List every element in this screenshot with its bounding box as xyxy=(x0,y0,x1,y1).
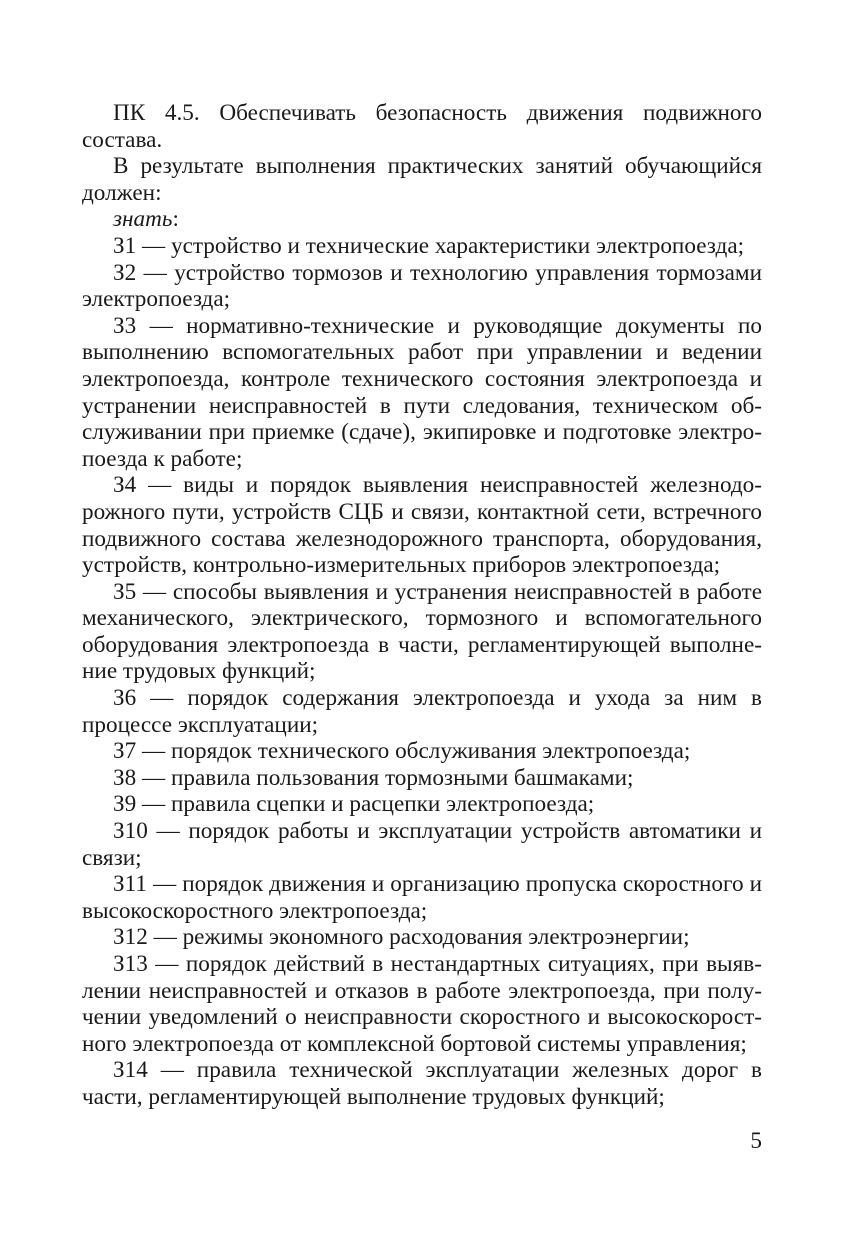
paragraph-z7: З7 — порядок технического обслуживания электропоезда; xyxy=(113,738,691,765)
paragraph-z12: З12 — режимы экономного расходования электроэнергии; xyxy=(113,924,690,951)
paragraph-z6: З6 — порядок содержания электропоезда и ухода за ним в процессе эксплуатации; xyxy=(82,685,762,738)
paragraph-z8: З8 — правила пользования тормозными башмаками; xyxy=(113,764,634,791)
paragraph-z2: З2 — устройство тормозов и технологию управления тормозами электропоезда; xyxy=(82,259,762,313)
paragraph-z3: З3 — нормативно-технические и руководящие документы по выполнению вспомогательных работ при управлении и ведении электропоезда, контроле технического состояния электропоезда и устранении неисправностей в пути следования, техническом обслуживании при приемке (сдаче), экипировке и подготовке электропоезда к работе; xyxy=(82,312,762,472)
document-page xyxy=(82,100,762,1111)
paragraph-intro: В результате выполнения практических занятий обучающийся должен: xyxy=(82,153,762,206)
paragraph-z9: З9 — правила сцепки и расцепки электропоезда; xyxy=(113,791,595,818)
know-label-colon: : xyxy=(172,206,179,233)
paragraph-z14: З14 — правила технической эксплуатации железных дорог в части, регламентирующей выполнение трудовых функций; xyxy=(82,1057,762,1110)
paragraph-pk-4-5: ПК 4.5. Обеспечивать безопасность движения подвижного состава. xyxy=(82,100,762,153)
paragraph-z1: З1 — устройство и технические характеристики электропоезда; xyxy=(113,232,745,259)
paragraph-z5: З5 — способы выявления и устранения неисправностей в работе механического, электрического, тормозного и вспомогательного оборудования электропоезда в части, регламентирующей выполнение трудовых функций; xyxy=(82,578,762,685)
page-number: 5 xyxy=(750,1128,762,1154)
paragraph-z4: З4 — виды и порядок выявления неисправностей железнодорожного пути, устройств СЦБ и связи, контактной сети, встречного подвижного состава железнодорожного транспорта, оборудования, устройств, контрольно-измерительных приборов электропоезда; xyxy=(82,472,762,579)
paragraph-z10: З10 — порядок работы и эксплуатации устройств автоматики и связи; xyxy=(82,818,762,871)
paragraph-z13: З13 — порядок действий в нестандартных ситуациях, при выявлении неисправностей и отказов в работе электропоезда, при получении уведомлений о неисправности скоростного и высокоскоростного электропоезда от комплексной бортовой системы управления; xyxy=(82,951,762,1057)
paragraph-know-label xyxy=(82,206,762,233)
paragraph-z11: З11 — порядок движения и организацию пропуска скоростного и высокоскоростного электропоезда; xyxy=(82,871,762,924)
know-label-italic: знать xyxy=(113,206,173,233)
